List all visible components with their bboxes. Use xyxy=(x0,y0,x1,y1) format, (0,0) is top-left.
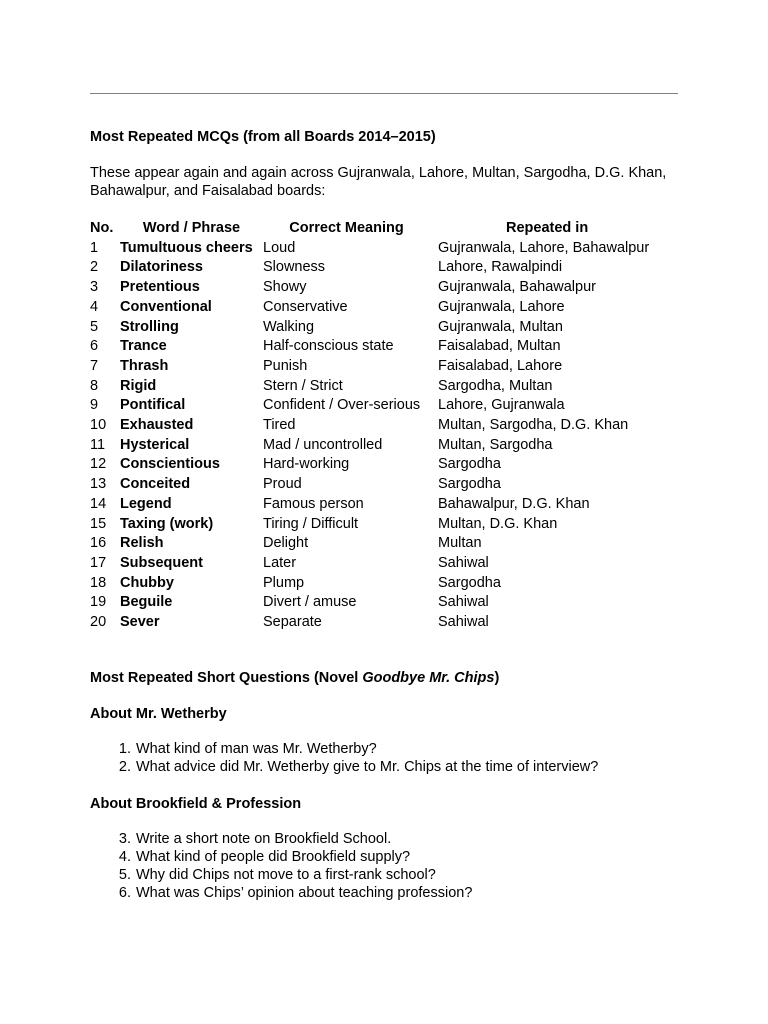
row-repeated-in: Gujranwala, Multan xyxy=(438,318,563,335)
question-text: Write a short note on Brookfield School. xyxy=(136,831,392,847)
question-number: 5. xyxy=(118,867,131,883)
row-repeated-in: Bahawalpur, D.G. Khan xyxy=(438,495,590,512)
row-word: Sever xyxy=(120,614,160,631)
question-number: 3. xyxy=(118,831,131,847)
row-number: 1 xyxy=(90,239,99,256)
column-header-repeated: Repeated in xyxy=(506,220,589,236)
row-meaning: Hard-working xyxy=(263,456,350,473)
row-number: 8 xyxy=(90,377,99,394)
row-word: Thrash xyxy=(120,357,169,374)
question-list-brookfield xyxy=(90,830,472,902)
row-number: 15 xyxy=(90,515,107,532)
question-text: Why did Chips not move to a first-rank school? xyxy=(136,867,436,883)
row-repeated-in: Multan xyxy=(438,535,482,552)
row-repeated-in: Sahiwal xyxy=(438,594,489,611)
row-meaning: Proud xyxy=(263,476,302,493)
row-repeated-in: Sahiwal xyxy=(438,614,489,631)
table-header-row xyxy=(90,219,756,239)
horizontal-rule xyxy=(90,93,678,94)
row-repeated-in: Multan, Sargodha xyxy=(438,436,553,453)
row-repeated-in: Lahore, Gujranwala xyxy=(438,397,565,414)
short-questions-title-suffix: ) xyxy=(494,670,500,686)
row-word: Beguile xyxy=(120,594,173,611)
table-row xyxy=(90,574,756,594)
row-number: 18 xyxy=(90,574,107,591)
row-meaning: Mad / uncontrolled xyxy=(263,436,383,453)
row-repeated-in: Lahore, Rawalpindi xyxy=(438,259,563,276)
row-number: 2 xyxy=(90,259,99,276)
column-header-word: Word / Phrase xyxy=(142,220,241,236)
table-row xyxy=(90,515,756,535)
row-word: Strolling xyxy=(120,318,179,335)
row-word: Pretentious xyxy=(120,279,200,296)
question-item xyxy=(90,830,472,848)
row-meaning: Tired xyxy=(263,417,296,434)
row-meaning: Stern / Strict xyxy=(263,377,343,394)
table-row xyxy=(90,298,756,318)
question-text: What advice did Mr. Wetherby give to Mr. Chips at the time of interview? xyxy=(136,759,599,775)
row-meaning: Later xyxy=(263,554,297,571)
row-repeated-in: Gujranwala, Lahore xyxy=(438,298,565,315)
row-word: Conceited xyxy=(120,476,191,493)
column-header-meaning: Correct Meaning xyxy=(289,220,404,236)
row-meaning: Punish xyxy=(263,357,308,374)
table-row xyxy=(90,495,756,515)
row-number: 3 xyxy=(90,279,99,296)
short-questions-title-prefix: Most Repeated Short Questions (Novel xyxy=(90,670,363,686)
row-number: 4 xyxy=(90,298,99,315)
table-row xyxy=(90,593,756,613)
row-word: Pontifical xyxy=(120,397,186,414)
row-word: Hysterical xyxy=(120,436,190,453)
row-number: 5 xyxy=(90,318,99,335)
row-word: Trance xyxy=(120,338,167,355)
row-number: 17 xyxy=(90,554,107,571)
row-meaning: Slowness xyxy=(263,259,326,276)
table-row xyxy=(90,475,756,495)
group-heading-wetherby: About Mr. Wetherby xyxy=(90,706,227,722)
row-number: 12 xyxy=(90,456,107,473)
column-header-no: No. xyxy=(90,220,114,236)
row-meaning: Famous person xyxy=(263,495,364,512)
row-repeated-in: Multan, D.G. Khan xyxy=(438,515,558,532)
row-number: 11 xyxy=(90,436,106,453)
row-number: 20 xyxy=(90,614,107,631)
table-row xyxy=(90,357,756,377)
row-repeated-in: Multan, Sargodha, D.G. Khan xyxy=(438,417,629,434)
table-row xyxy=(90,436,756,456)
row-word: Taxing (work) xyxy=(120,515,214,532)
table-row xyxy=(90,455,756,475)
row-meaning: Conservative xyxy=(263,298,348,315)
row-repeated-in: Sargodha, Multan xyxy=(438,377,553,394)
row-repeated-in: Faisalabad, Multan xyxy=(438,338,561,355)
row-meaning: Walking xyxy=(263,318,315,335)
mcq-section-title: Most Repeated MCQs (from all Boards 2014–2015) xyxy=(90,129,436,145)
table-row xyxy=(90,278,756,298)
row-meaning: Delight xyxy=(263,535,309,552)
row-word: Subsequent xyxy=(120,554,203,571)
row-repeated-in: Sahiwal xyxy=(438,554,489,571)
table-row xyxy=(90,554,756,574)
row-number: 10 xyxy=(90,417,107,434)
short-questions-title-novel: Goodbye Mr. Chips xyxy=(362,670,495,686)
row-word: Chubby xyxy=(120,574,174,591)
group-heading-brookfield: About Brookfield & Profession xyxy=(90,796,302,812)
table-row xyxy=(90,318,756,338)
row-word: Rigid xyxy=(120,377,157,394)
question-number: 2. xyxy=(118,759,131,775)
row-meaning: Showy xyxy=(263,279,307,296)
row-word: Relish xyxy=(120,535,164,552)
row-word: Exhausted xyxy=(120,417,194,434)
row-number: 6 xyxy=(90,338,99,355)
row-number: 16 xyxy=(90,535,107,552)
table-row xyxy=(90,396,756,416)
row-repeated-in: Sargodha xyxy=(438,476,501,493)
row-meaning: Loud xyxy=(263,239,296,256)
row-repeated-in: Sargodha xyxy=(438,574,501,591)
question-text: What was Chips’ opinion about teaching profession? xyxy=(136,885,473,901)
row-repeated-in: Gujranwala, Bahawalpur xyxy=(438,279,596,296)
table-row xyxy=(90,337,756,357)
table-row xyxy=(90,416,756,436)
question-number: 4. xyxy=(118,849,131,865)
row-repeated-in: Gujranwala, Lahore, Bahawalpur xyxy=(438,239,650,256)
table-row xyxy=(90,258,756,278)
question-item xyxy=(90,848,472,866)
row-meaning: Plump xyxy=(263,574,305,591)
row-word: Conscientious xyxy=(120,456,220,473)
row-number: 19 xyxy=(90,594,107,611)
row-word: Tumultuous cheers xyxy=(120,239,253,256)
row-number: 13 xyxy=(90,476,107,493)
question-item xyxy=(90,884,472,902)
mcq-table-body xyxy=(90,239,756,633)
row-number: 14 xyxy=(90,495,107,512)
question-text: What kind of man was Mr. Wetherby? xyxy=(136,741,377,757)
mcq-table xyxy=(90,219,756,633)
row-meaning: Tiring / Difficult xyxy=(263,515,359,532)
question-list-wetherby xyxy=(90,740,598,776)
table-row xyxy=(90,377,756,397)
table-row xyxy=(90,239,756,259)
row-word: Legend xyxy=(120,495,172,512)
question-number: 1. xyxy=(118,741,131,757)
question-item xyxy=(90,866,472,884)
short-questions-title xyxy=(90,669,499,687)
table-row xyxy=(90,613,756,633)
row-number: 9 xyxy=(90,397,99,414)
row-meaning: Divert / amuse xyxy=(263,594,357,611)
row-word: Conventional xyxy=(120,298,212,315)
row-meaning: Separate xyxy=(263,614,322,631)
row-number: 7 xyxy=(90,357,99,374)
table-row xyxy=(90,534,756,554)
question-item xyxy=(90,740,598,758)
question-text: What kind of people did Brookfield supply? xyxy=(136,849,411,865)
row-meaning: Confident / Over-serious xyxy=(263,397,421,414)
question-number: 6. xyxy=(118,885,131,901)
row-word: Dilatoriness xyxy=(120,259,203,276)
row-meaning: Half-conscious state xyxy=(263,338,394,355)
question-item xyxy=(90,758,598,776)
mcq-intro-paragraph: These appear again and again across Gujranwala, Lahore, Multan, Sargodha, D.G. Khan, Bahawalpur, and Faisalabad boards: xyxy=(90,165,667,199)
row-repeated-in: Faisalabad, Lahore xyxy=(438,357,563,374)
row-repeated-in: Sargodha xyxy=(438,456,501,473)
